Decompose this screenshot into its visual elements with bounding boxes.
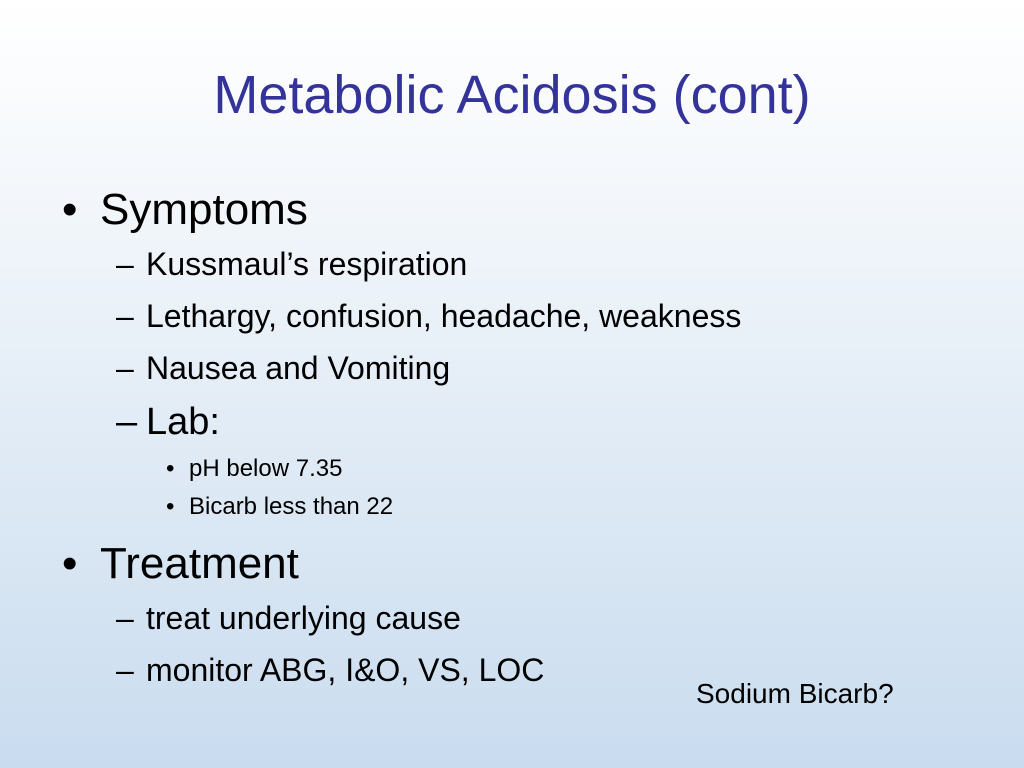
dash-marker: – bbox=[116, 600, 134, 636]
sub-bullet-lethargy bbox=[60, 296, 980, 336]
dash-marker: – bbox=[116, 652, 134, 688]
bullet-treatment bbox=[60, 536, 980, 592]
bullet-text: Symptoms bbox=[100, 185, 308, 234]
side-note: Sodium Bicarb? bbox=[696, 678, 894, 709]
bullet-marker: • bbox=[166, 493, 175, 520]
bullet-marker: • bbox=[62, 185, 78, 234]
slide-title: Metabolic Acidosis (cont) bbox=[213, 65, 811, 125]
sub-bullet-text: Lab: bbox=[146, 401, 220, 443]
bullet-marker: • bbox=[62, 539, 78, 588]
sub-bullet-text: monitor ABG, I&O, VS, LOC bbox=[146, 652, 545, 688]
sub-bullet-text: Lethargy, confusion, headache, weakness bbox=[146, 298, 742, 334]
lab-item-bicarb bbox=[60, 492, 980, 522]
sub-bullet-lab bbox=[60, 398, 980, 446]
sub-bullet-kussmaul bbox=[60, 244, 980, 284]
bullet-marker: • bbox=[166, 455, 175, 482]
dash-marker: – bbox=[116, 401, 138, 443]
sub-bullet-treat-cause bbox=[60, 598, 980, 638]
bullet-text: Treatment bbox=[100, 539, 299, 588]
sub-bullet-nausea bbox=[60, 348, 980, 388]
bullet-symptoms bbox=[60, 182, 980, 238]
slide-body bbox=[60, 182, 980, 690]
sub-bullet-text: treat underlying cause bbox=[146, 600, 461, 636]
lab-item-text: pH below 7.35 bbox=[189, 455, 343, 482]
sub-bullet-text: Nausea and Vomiting bbox=[146, 350, 451, 386]
sub-bullet-text: Kussmaul’s respiration bbox=[146, 246, 468, 282]
dash-marker: – bbox=[116, 298, 134, 334]
lab-item-ph bbox=[60, 454, 980, 484]
dash-marker: – bbox=[116, 246, 134, 282]
dash-marker: – bbox=[116, 350, 134, 386]
lab-item-text: Bicarb less than 22 bbox=[189, 493, 394, 520]
